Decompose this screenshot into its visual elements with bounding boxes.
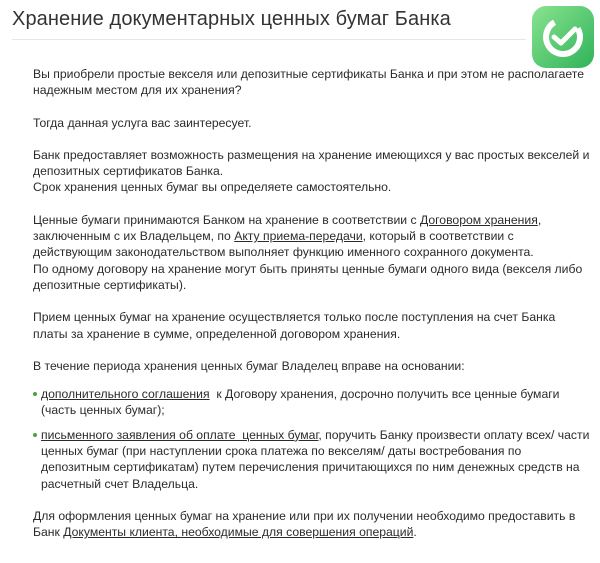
additional-agreement-link[interactable]: дополнительного соглашения: [41, 387, 210, 402]
documents-paragraph: [33, 508, 593, 541]
intro-paragraph: Вы приобрели простые векселя или депозитные сертификаты Банка и при этом не располагаете надежным местом для их хранения?: [33, 67, 584, 98]
storage-agreement-link[interactable]: Договором хранения: [419, 212, 538, 227]
acceptance-text-3: , который в соответствии с действующим законодательством выполняет функцию именного сохранного документа.: [33, 229, 534, 260]
term-paragraph: Срок хранения ценных бумаг вы определяете самостоятельно.: [33, 180, 392, 195]
documents-text-1: Для оформления ценных бумаг на хранение или при их получении необходимо предоставить в Банк: [33, 508, 576, 540]
page-title: Хранение документарных ценных бумаг Банка: [12, 8, 451, 30]
list-item: [33, 386, 593, 419]
transfer-act-link[interactable]: Акту приема-передачи: [234, 229, 363, 244]
service-paragraph: Банк предоставляет возможность размещения на хранение имеющихся у вас простых векселей и депозитных сертификатов Банка.: [33, 147, 590, 179]
list-item-text: , поручить Банку произвести оплату всех/ части ценных бумаг (при наступлении срока платежа по векселям/ даты востребования по депозитным сертификатам) путем перечисления причитающихся по ним денежных средств на расчетный счет Владельца.: [41, 427, 590, 491]
acceptance-text-1: Ценные бумаги принимаются Банком на хранение в соответствии с: [33, 212, 420, 227]
list-item-text: к Договору хранения, досрочно получить все ценные бумаги (часть ценных бумаг);: [41, 387, 563, 418]
bullet-icon: [33, 433, 37, 437]
acceptance-paragraph: [33, 212, 593, 261]
payment-request-link[interactable]: письменного заявления об оплате ценных бумаг: [41, 427, 319, 442]
rights-paragraph: В течение периода хранения ценных бумаг Владелец вправе на основании:: [33, 358, 465, 373]
payment-paragraph: Прием ценных бумаг на хранение осуществляется только после поступления на счет Банка платы за хранение в сумме, определенной договором хранения.: [33, 310, 556, 341]
client-documents-link[interactable]: Документы клиента, необходимые для совершения операций: [63, 525, 414, 540]
main-content: [33, 66, 593, 557]
bullet-icon: [33, 392, 37, 396]
one-type-paragraph: По одному договору на хранение могут быть приняты ценные бумаги одного вида (векселя либо депозитные сертификаты).: [33, 261, 583, 292]
interest-paragraph: Тогда данная услуга вас заинтересует.: [33, 115, 252, 130]
documents-text-2: .: [413, 525, 417, 540]
list-item: [33, 427, 593, 492]
sberbank-logo-icon[interactable]: [530, 4, 596, 70]
rights-list: [33, 386, 593, 492]
title-divider: [12, 39, 526, 40]
acceptance-text-2: , заключенным с их Владельцем, по: [33, 212, 542, 244]
